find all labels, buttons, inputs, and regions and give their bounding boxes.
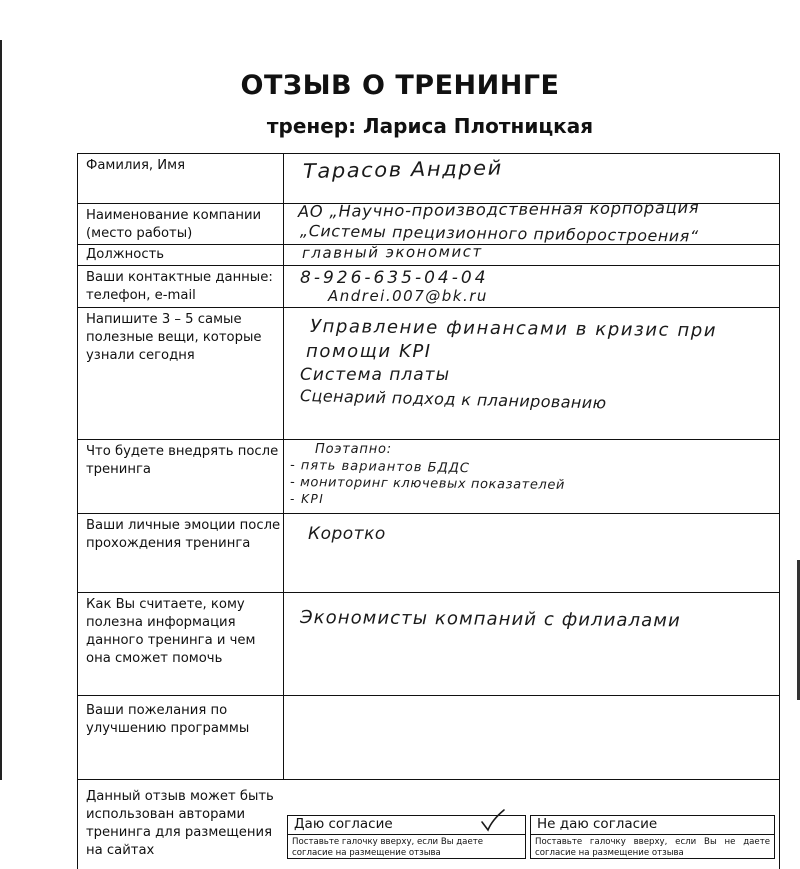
label-emotions: Ваши личные эмоции после прохождения тренинга (86, 518, 281, 551)
scan-edge (0, 40, 2, 780)
row-contacts (77, 265, 780, 307)
answer-useful-line[interactable]: помощи KPI (306, 341, 432, 362)
consent-agree-title: Даю согласие (294, 816, 393, 832)
answer-benefit[interactable]: Экономисты компаний с филиалами (299, 607, 681, 632)
answer-company-line[interactable]: АО „Научно-производственная корпорация (297, 197, 700, 221)
answer-useful-line[interactable]: Система платы (300, 365, 450, 385)
label-implement: Что будете внедрять после тренинга (86, 444, 279, 477)
consent-disagree-box[interactable] (530, 815, 775, 859)
label-contacts: Ваши контактные данные: телефон, e-mail (86, 270, 273, 303)
label-name: Фамилия, Имя (86, 158, 186, 173)
row-implement (77, 439, 780, 513)
answer-name[interactable]: Тарасов Андрей (302, 155, 504, 183)
consent-disagree-title: Не даю согласие (537, 816, 658, 832)
check-mark-icon (478, 808, 510, 836)
row-emotions (77, 513, 780, 592)
label-company: Наименование компании (место работы) (86, 208, 262, 241)
label-position: Должность (86, 247, 165, 262)
label-consent: Данный отзыв может быть использован авторами тренинга для размещения на сайтах (86, 789, 274, 858)
trainer-subtitle: тренер: Лариса Плотницкая (266, 114, 594, 138)
label-wishes: Ваши пожелания по улучшению программы (86, 703, 250, 736)
consent-disagree-hint: Поставьте галочку вверху, если Вы не даете согласие на размещение отзыва (535, 837, 770, 858)
row-benefit (77, 592, 780, 695)
answer-implement-line[interactable]: - пять вариантов БДДС (289, 458, 471, 477)
answer-position[interactable]: главный экономист (301, 242, 483, 262)
answer-useful-line[interactable]: Управление финансами в кризис при (309, 316, 718, 342)
label-useful: Напишите 3 – 5 самые полезные вещи, которые узнали сегодня (86, 312, 262, 363)
answer-implement-line[interactable]: - KPI (290, 492, 325, 506)
answer-emotions[interactable]: Коротко (308, 524, 386, 544)
row-company (77, 197, 780, 246)
answer-useful-line[interactable]: Сценарий подход к планированию (299, 386, 607, 413)
row-position (77, 244, 780, 265)
label-benefit: Как Вы считаете, кому полезна информация данного тренинга и чем она сможет помочь (86, 597, 256, 666)
answer-phone[interactable]: 8-926-635-04-04 (300, 268, 489, 288)
consent-agree-hint: Поставьте галочку вверху, если Вы даете согласие на размещение отзыва (292, 837, 484, 858)
page-title: ОТЗЫВ О ТРЕНИНГЕ (240, 70, 560, 101)
row-name (77, 153, 780, 203)
row-wishes (77, 695, 780, 779)
answer-company-line[interactable]: „Системы прецизионного приборостроения“ (299, 222, 699, 246)
answer-email[interactable]: Andrei.007@bk.ru (328, 287, 488, 305)
answer-implement-line[interactable]: - мониторинг ключевых показателей (289, 475, 566, 493)
row-useful (77, 307, 780, 439)
answer-implement-line[interactable]: Поэтапно: (315, 442, 392, 457)
